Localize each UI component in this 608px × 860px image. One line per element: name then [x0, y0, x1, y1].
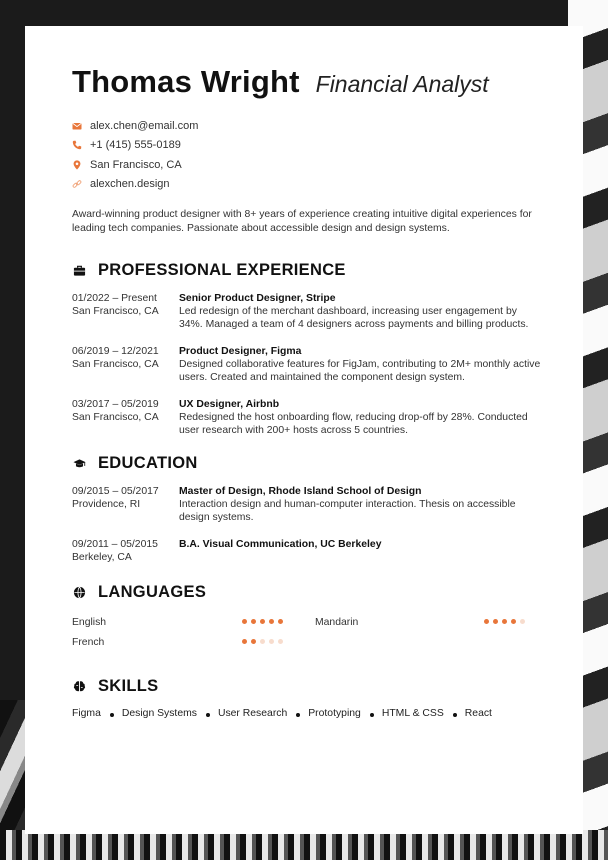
experience-role: Product Designer, Figma: [179, 346, 302, 357]
experience-description: Redesigned the host onboarding flow, reducing drop-off by 28%. Conducted user research with 200+ hosts across 5 countries.: [179, 412, 528, 436]
skills-list: [72, 708, 542, 719]
education-dates: 09/2011 – 05/2015: [72, 539, 158, 550]
experience-dates: 06/2019 – 12/2021: [72, 346, 159, 357]
experience-dates: 01/2022 – Present: [72, 293, 157, 304]
language-item: [72, 635, 104, 649]
background-top-band: [0, 0, 608, 26]
section-experience-title: PROFESSIONAL EXPERIENCE: [98, 260, 346, 279]
level-dot-filled: [269, 619, 274, 624]
education-list: [72, 485, 542, 564]
experience-location: San Francisco, CA: [72, 306, 159, 317]
education-degree: Master of Design, Rhode Island School of Design: [179, 486, 422, 497]
contact-location-text: San Francisco, CA: [90, 158, 182, 171]
skill-item: React: [464, 708, 492, 719]
section-education-heading: [72, 453, 542, 473]
education-dates: 09/2015 – 05/2017: [72, 486, 159, 497]
section-skills-title: SKILLS: [98, 676, 159, 695]
background-bottom-band: [0, 830, 608, 860]
skill-item: Design Systems: [121, 708, 197, 719]
contact-website[interactable]: [72, 175, 542, 195]
skill-item: Prototyping: [308, 708, 361, 719]
skill-item: Figma: [72, 708, 101, 719]
experience-description: Led redesign of the merchant dashboard, increasing user engagement by 34%. Managed a team of 4 designers across payments and billing products.: [179, 306, 529, 330]
briefcase-icon: [72, 263, 86, 277]
experience-entry: [72, 345, 542, 384]
experience-entry: [72, 398, 542, 437]
bullet-separator: [296, 713, 300, 717]
contact-list: [72, 116, 542, 194]
contact-phone-text: +1 (415) 555-0189: [90, 139, 181, 152]
education-location: Providence, RI: [72, 499, 141, 510]
header: [72, 64, 542, 100]
experience-role: Senior Product Designer, Stripe: [179, 293, 336, 304]
level-dot-filled: [251, 639, 256, 644]
level-dot-filled: [251, 619, 256, 624]
candidate-name: Thomas Wright: [72, 64, 300, 99]
contact-email-text: alex.chen@email.com: [90, 119, 199, 132]
contact-location: [72, 155, 542, 175]
experience-entry: [72, 292, 542, 331]
resume-page: [25, 26, 583, 834]
graduation-cap-icon: [72, 456, 86, 470]
contact-website-text: alexchen.design: [90, 178, 170, 191]
level-dot-filled: [242, 619, 247, 624]
language-name: Mandarin: [315, 616, 359, 628]
level-dot-filled: [278, 619, 283, 624]
contact-email[interactable]: [72, 116, 542, 136]
language-item: [72, 615, 106, 629]
skill-item: HTML & CSS: [381, 708, 444, 719]
education-description: Interaction design and human-computer interaction. Thesis on accessible design systems.: [179, 499, 516, 523]
level-dot-empty: [520, 619, 525, 624]
location-pin-icon: [72, 160, 82, 170]
experience-location: San Francisco, CA: [72, 359, 159, 370]
language-level: [242, 639, 283, 644]
section-languages-title: LANGUAGES: [98, 582, 207, 601]
job-title: Financial Analyst: [315, 71, 489, 97]
level-dot-empty: [269, 639, 274, 644]
level-dot-filled: [484, 619, 489, 624]
resume-content: [72, 64, 542, 719]
link-icon: [72, 179, 82, 189]
language-item: [315, 615, 358, 629]
email-icon: [72, 121, 82, 131]
language-name: French: [72, 636, 105, 648]
experience-description: Designed collaborative features for FigJam, contributing to 2M+ monthly active users. Created and maintained the component design system.: [179, 359, 541, 383]
level-dot-filled: [242, 639, 247, 644]
summary: Award-winning product designer with 8+ years of experience creating intuitive digital experiences for leading tech companies. Passionate about accessible design and design systems.: [72, 209, 532, 234]
bullet-separator: [370, 713, 374, 717]
phone-icon: [72, 140, 82, 150]
language-level: [484, 619, 525, 624]
experience-role: UX Designer, Airbnb: [179, 399, 280, 410]
language-name: English: [72, 616, 107, 628]
education-entry: [72, 538, 542, 564]
brain-icon: [72, 679, 86, 693]
experience-list: [72, 292, 542, 437]
education-entry: [72, 485, 542, 524]
languages-list: [72, 614, 542, 654]
section-experience-heading: [72, 260, 542, 280]
level-dot-empty: [260, 639, 265, 644]
globe-icon: [72, 585, 86, 599]
level-dot-empty: [278, 639, 283, 644]
level-dot-filled: [493, 619, 498, 624]
level-dot-filled: [502, 619, 507, 624]
experience-location: San Francisco, CA: [72, 412, 159, 423]
education-degree: B.A. Visual Communication, UC Berkeley: [179, 539, 382, 550]
language-level: [242, 619, 283, 624]
contact-phone[interactable]: [72, 136, 542, 156]
education-location: Berkeley, CA: [72, 552, 132, 563]
bullet-separator: [206, 713, 210, 717]
level-dot-filled: [260, 619, 265, 624]
section-languages-heading: [72, 582, 542, 602]
bullet-separator: [453, 713, 457, 717]
level-dot-filled: [511, 619, 516, 624]
skill-item: User Research: [217, 708, 288, 719]
section-education-title: EDUCATION: [98, 453, 198, 472]
section-skills-heading: [72, 676, 542, 696]
experience-dates: 03/2017 – 05/2019: [72, 399, 159, 410]
bullet-separator: [110, 713, 114, 717]
